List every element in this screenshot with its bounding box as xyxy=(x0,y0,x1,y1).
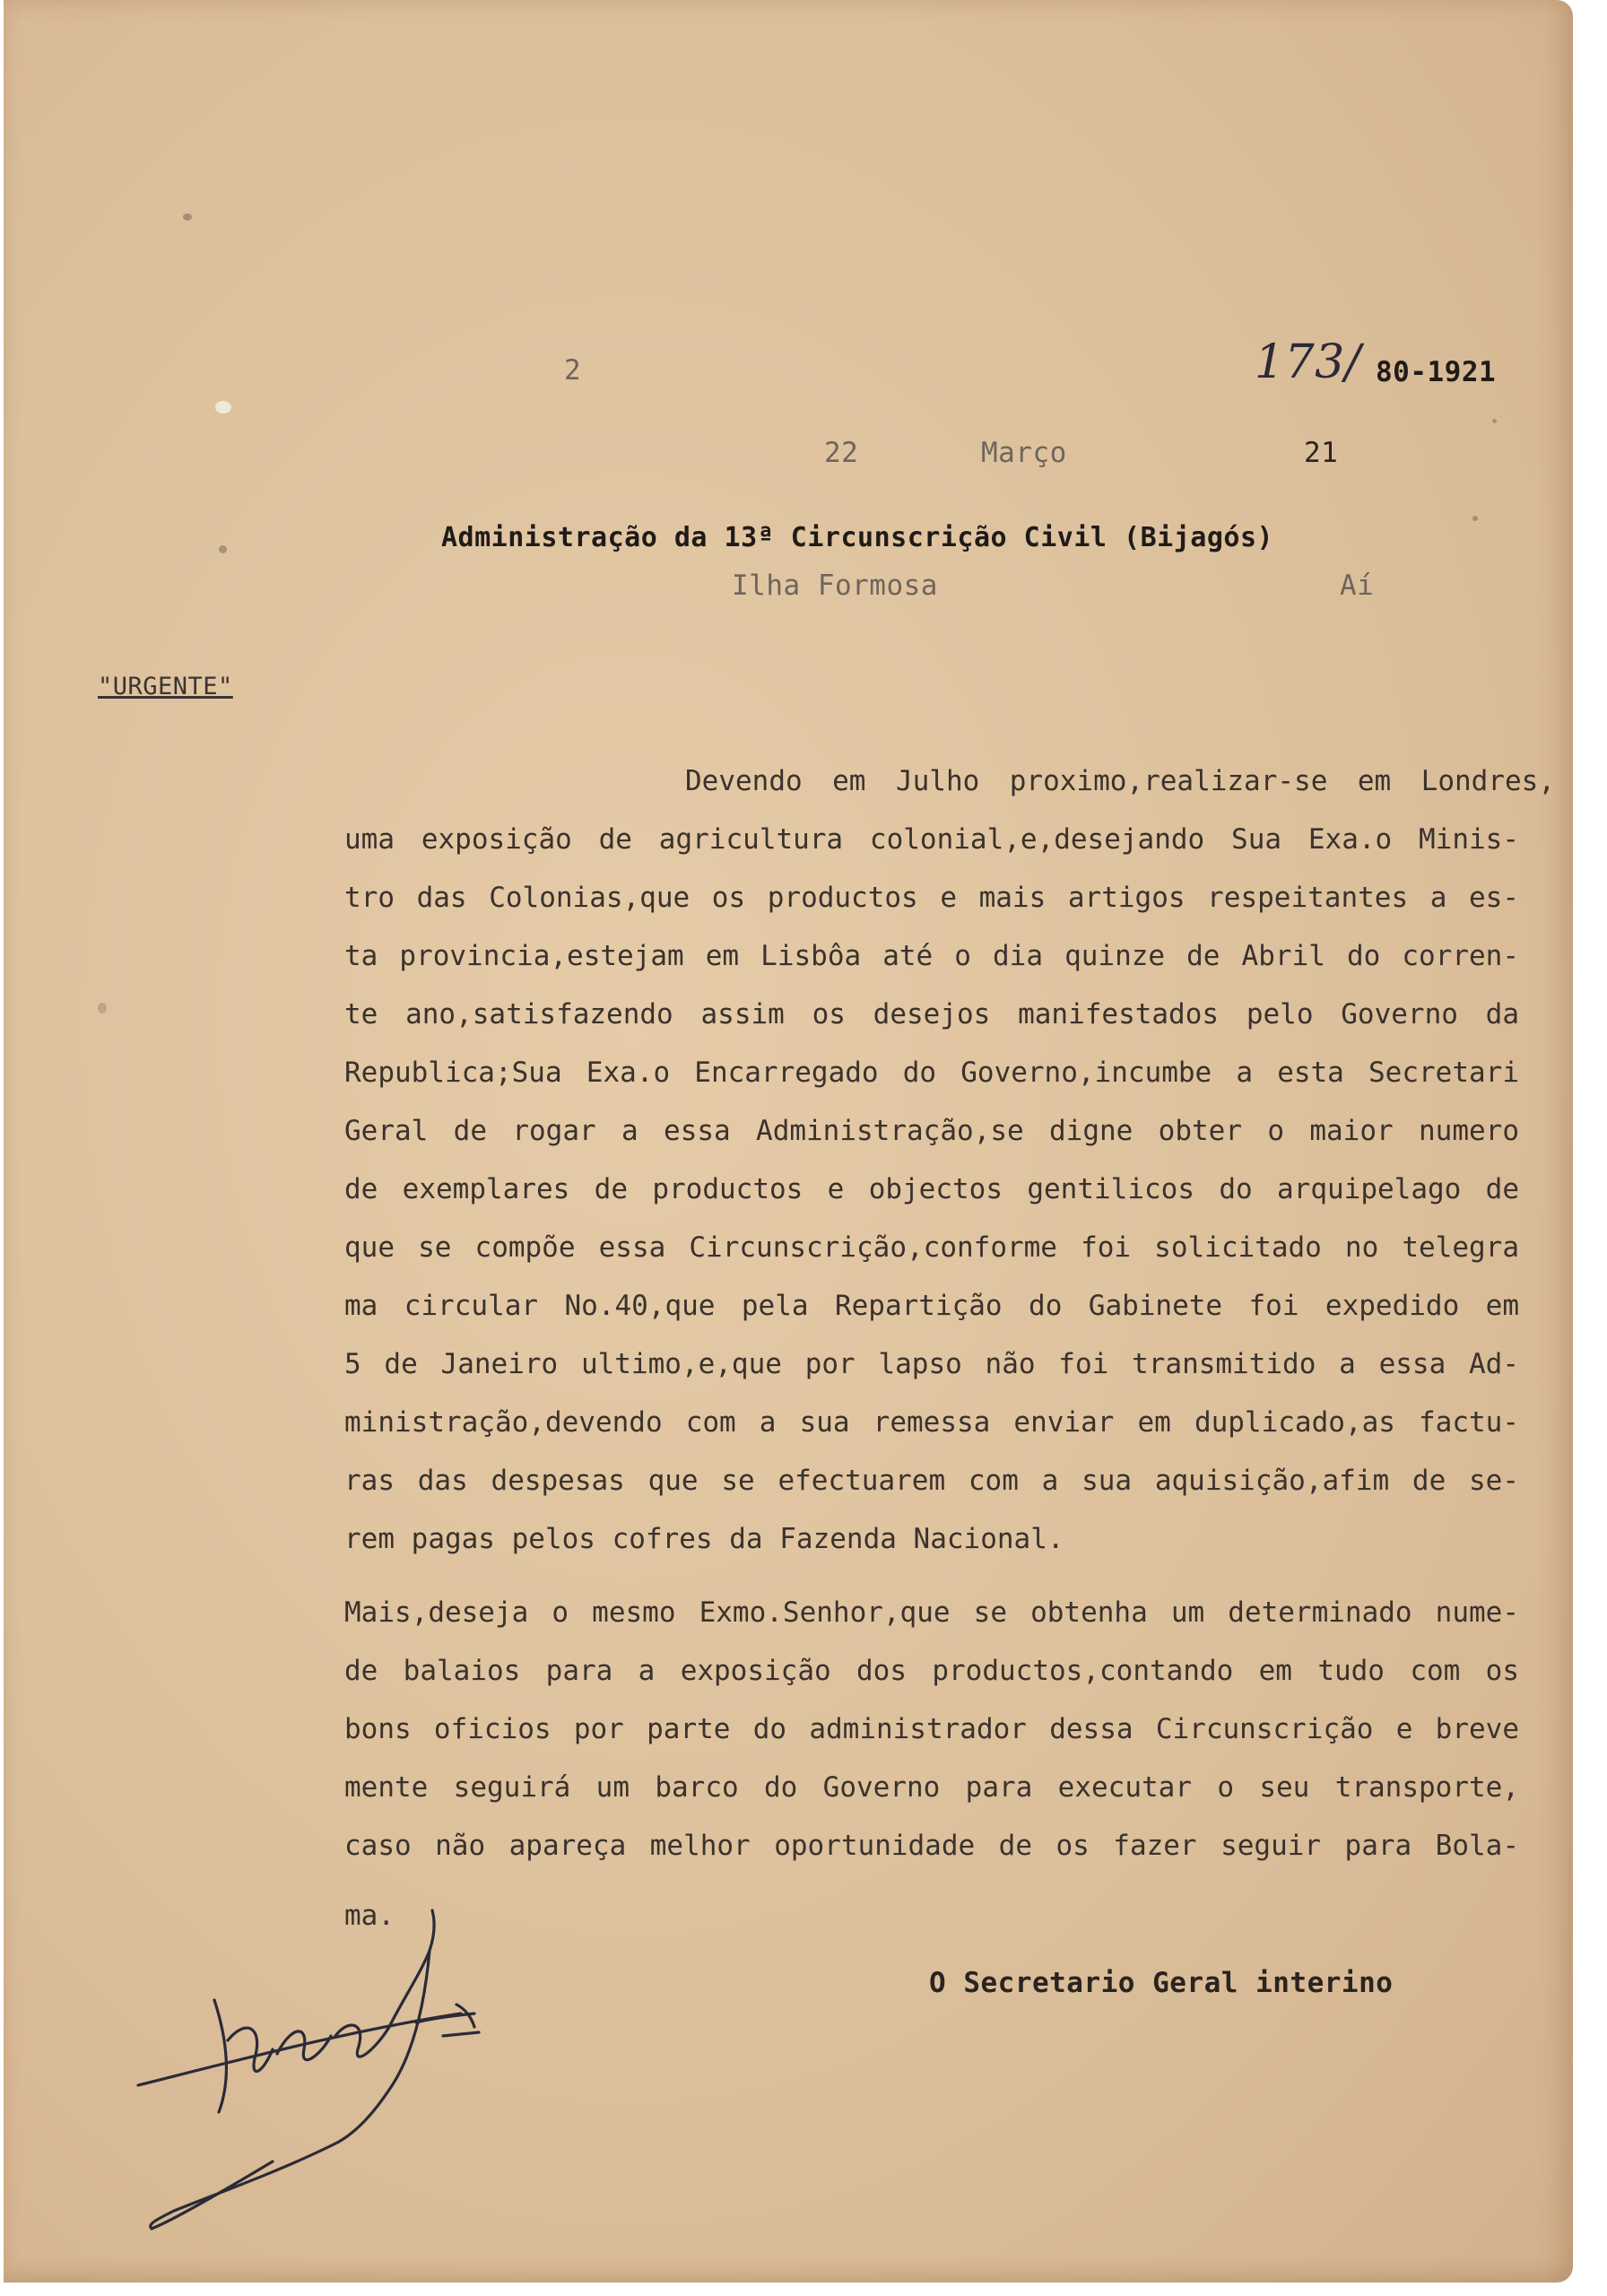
body-line: caso não apareça melhor oportunidade de os fazer seguir para Bola- xyxy=(344,1830,1519,1862)
page-number: 2 xyxy=(564,354,582,387)
body-line: Geral de rogar a essa Administração,se digne obter o maior numero xyxy=(344,1115,1519,1147)
addressee-suffix: Aí xyxy=(1340,570,1375,602)
body-line: de exemplares de productos e objectos gentilicos do arquipelago de xyxy=(344,1173,1519,1205)
body-line: tro das Colonias,que os productos e mais artigos respeitantes a es- xyxy=(344,882,1519,914)
signatory-title: O Secretario Geral interino xyxy=(929,1967,1394,1999)
paper-stain xyxy=(215,401,231,413)
document-page xyxy=(4,0,1573,2283)
body-line: que se compõe essa Circunscrição,conforme foi solicitado no telegra xyxy=(344,1231,1519,1264)
body-line: Devendo em Julho proximo,realizar-se em Londres, xyxy=(685,765,1555,797)
body-line: te ano,satisfazendo assim os desejos manifestados pelo Governo da xyxy=(344,998,1519,1031)
paper-stain xyxy=(219,545,227,553)
body-line: mente seguirá um barco do Governo para executar o seu transporte, xyxy=(344,1771,1519,1804)
date-day: 22 xyxy=(824,437,859,469)
handwritten-signature xyxy=(120,1866,622,2242)
reference-handwritten: 173/ xyxy=(1255,335,1361,389)
addressee-place: Ilha Formosa xyxy=(732,570,938,602)
body-line: ma circular No.40,que pela Repartição do Gabinete foi expedido em xyxy=(344,1290,1519,1322)
addressee-line: Administração da 13ª Circunscrição Civil (Bijagós) xyxy=(441,522,1274,553)
body-line: ta provincia,estejam em Lisbôa até o dia quinze de Abril do corren- xyxy=(344,940,1519,972)
reference-number: 80-1921 xyxy=(1376,356,1497,388)
body-line: bons oficios por parte do administrador dessa Circunscrição e breve xyxy=(344,1713,1519,1745)
date-year: 21 xyxy=(1304,437,1339,469)
body-line: Mais,deseja o mesmo Exmo.Senhor,que se obtenha um determinado nume- xyxy=(344,1596,1519,1629)
paper-stain xyxy=(1472,516,1478,521)
paper-stain xyxy=(98,1003,107,1013)
body-line: Republica;Sua Exa.o Encarregado do Governo,incumbe a esta Secretari xyxy=(344,1057,1519,1089)
body-line: 5 de Janeiro ultimo,e,que por lapso não foi transmitido a essa Ad- xyxy=(344,1348,1519,1380)
date-month: Março xyxy=(981,437,1067,469)
body-line: ministração,devendo com a sua remessa enviar em duplicado,as factu- xyxy=(344,1406,1519,1439)
body-line: rem pagas pelos cofres da Fazenda Nacional. xyxy=(344,1523,1064,1555)
body-line: ma. xyxy=(344,1900,395,1932)
paper-stain xyxy=(1492,419,1497,423)
body-line: de balaios para a exposição dos productos,contando em tudo com os xyxy=(344,1655,1519,1687)
body-line: ras das despesas que se efectuarem com a sua aquisição,afim de se- xyxy=(344,1465,1519,1497)
body-line: uma exposição de agricultura colonial,e,desejando Sua Exa.o Minis- xyxy=(344,823,1519,856)
paper-stain xyxy=(183,213,192,221)
urgent-label: "URGENTE" xyxy=(98,673,233,700)
